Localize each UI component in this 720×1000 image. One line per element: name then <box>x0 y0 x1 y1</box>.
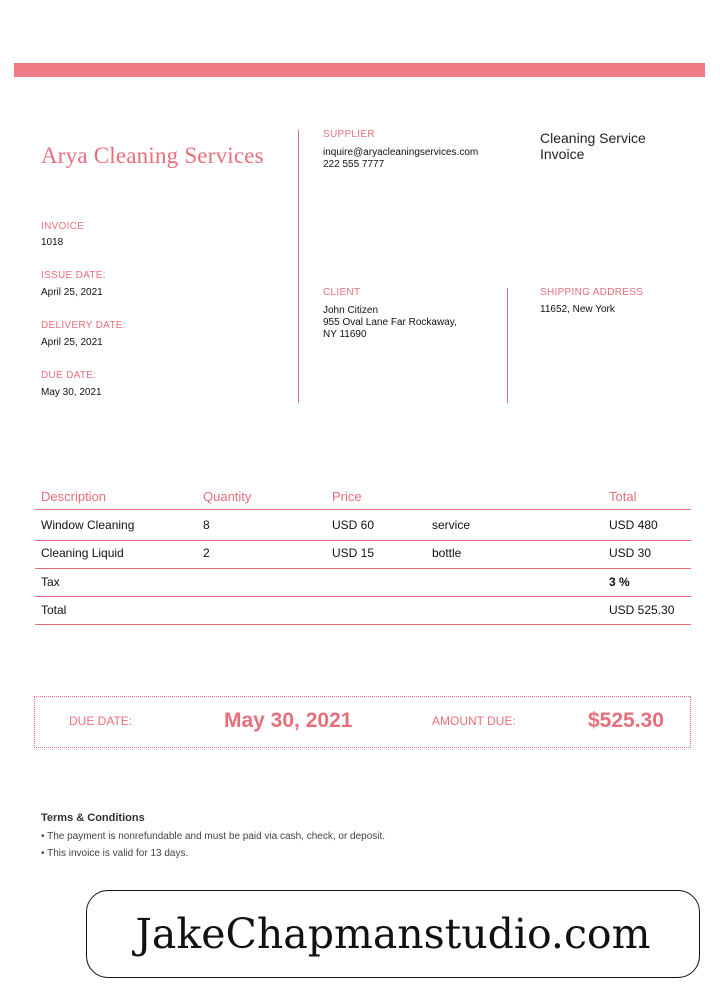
column-header-description: Description <box>41 489 107 504</box>
row1-unit: service <box>432 518 471 532</box>
watermark-text: JakeChapmanstudio.com <box>135 910 651 958</box>
summary-due-value: May 30, 2021 <box>224 709 353 732</box>
shipping-address-value: 11652, New York <box>540 304 615 315</box>
supplier-label: SUPPLIER <box>323 129 375 140</box>
header-accent-bar <box>14 63 705 77</box>
invoice-number: 1018 <box>41 237 64 248</box>
tax-rule <box>35 596 691 597</box>
shipping-address-label: SHIPPING ADDRESS <box>540 287 644 298</box>
terms-title: Terms & Conditions <box>41 812 145 824</box>
row2-description: Cleaning Liquid <box>41 546 124 560</box>
supplier-email: inquire@aryacleaningservices.com <box>323 147 479 158</box>
total-rule <box>35 624 691 625</box>
due-date-value: May 30, 2021 <box>41 387 102 398</box>
row1-rule <box>35 540 691 541</box>
client-label: CLIENT <box>323 287 361 298</box>
issue-date-label: ISSUE DATE: <box>41 270 106 281</box>
client-name: John Citizen <box>323 305 379 316</box>
tax-label: Tax <box>41 575 60 589</box>
row1-description: Window Cleaning <box>41 518 135 532</box>
row2-unit: bottle <box>432 546 462 560</box>
left-divider <box>298 130 299 403</box>
column-header-quantity: Quantity <box>203 489 252 504</box>
terms-line-1: • The payment is nonrefundable and must be paid via cash, check, or deposit. <box>41 831 386 842</box>
summary-amount-value: $525.30 <box>588 709 664 732</box>
row1-price: USD 60 <box>332 518 375 532</box>
summary-due-label: DUE DATE: <box>69 714 133 728</box>
grand-total-label: Total <box>41 603 67 617</box>
delivery-date-label: DELIVERY DATE: <box>41 320 126 331</box>
right-divider <box>507 288 508 403</box>
client-address-line1: 955 Oval Lane Far Rockaway, <box>323 317 457 328</box>
row2-price: USD 15 <box>332 546 375 560</box>
column-header-price: Price <box>332 489 362 504</box>
row1-quantity: 8 <box>203 518 210 532</box>
invoice-label: INVOICE <box>41 221 85 232</box>
summary-amount-label: AMOUNT DUE: <box>432 714 516 728</box>
company-name: Arya Cleaning Services <box>41 143 264 168</box>
delivery-date-value: April 25, 2021 <box>41 337 103 348</box>
tax-value: 3 % <box>609 575 630 589</box>
terms-line-2: • This invoice is valid for 13 days. <box>41 848 189 859</box>
grand-total-value: USD 525.30 <box>609 603 675 617</box>
row2-rule <box>35 568 691 569</box>
due-date-label: DUE DATE: <box>41 370 97 381</box>
column-header-total: Total <box>609 489 637 504</box>
client-address-line2: NY 11690 <box>323 329 367 340</box>
row2-quantity: 2 <box>203 546 210 560</box>
supplier-phone: 222 555 7777 <box>323 159 385 170</box>
row2-total: USD 30 <box>609 546 652 560</box>
row1-total: USD 480 <box>609 518 658 532</box>
issue-date-value: April 25, 2021 <box>41 287 103 298</box>
document-title: Cleaning Service Invoice <box>540 130 646 162</box>
table-header-rule <box>35 509 691 510</box>
watermark-banner <box>86 890 700 978</box>
